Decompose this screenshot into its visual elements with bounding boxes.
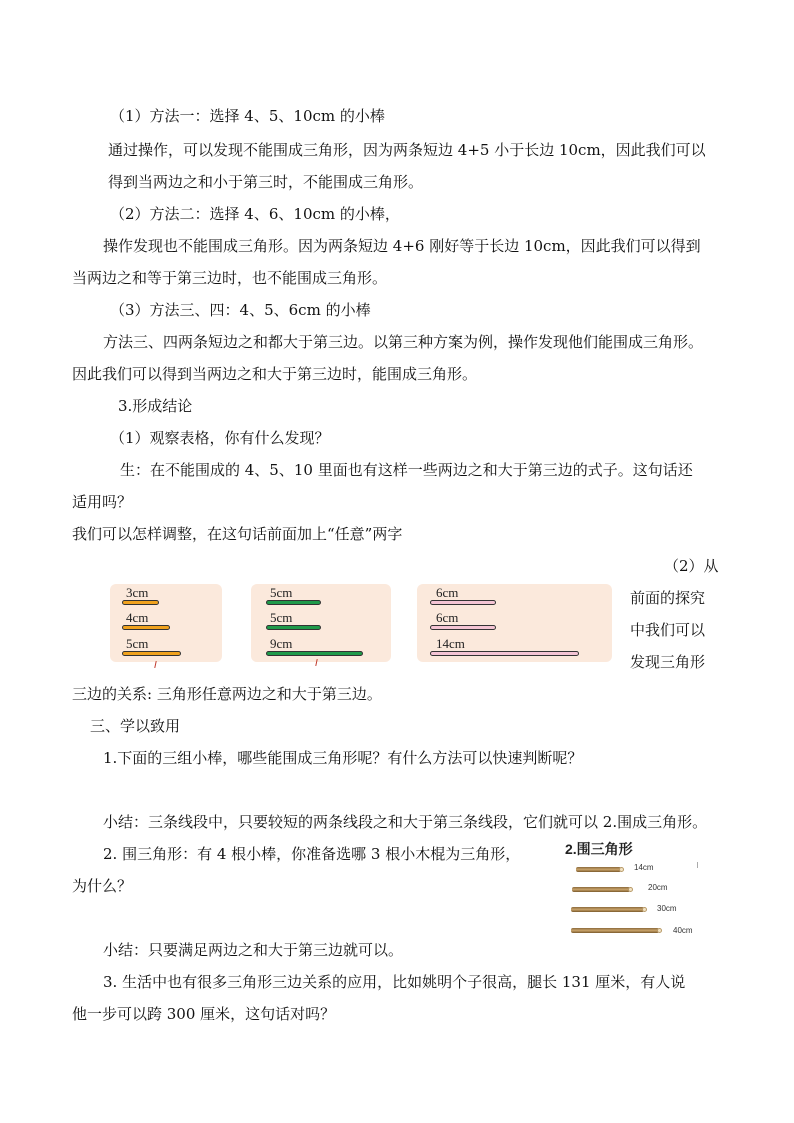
wood-stick bbox=[572, 887, 630, 892]
para-q3: 3. 生活中也有很多三角形三边关系的应用，比如姚明个子很高，腿长 131 厘米，有人说 bbox=[103, 973, 686, 991]
stick-label: 9cm bbox=[270, 636, 293, 651]
stick-tip bbox=[657, 928, 662, 933]
stick-label: 6cm bbox=[436, 610, 459, 625]
heading-conclusion: 3.形成结论 bbox=[118, 397, 193, 415]
para-method-1-obs: 通过操作，可以发现不能围成三角形，因为两条短边 4+5 小于长边 10cm，因此我们可以 bbox=[108, 141, 706, 159]
para-from-2: 前面的探究 bbox=[630, 589, 706, 607]
tick-mark bbox=[154, 661, 156, 668]
stick-label: 6cm bbox=[436, 585, 459, 600]
stick-green bbox=[266, 651, 363, 656]
stick-orange bbox=[122, 600, 159, 605]
stick-pink bbox=[430, 600, 496, 605]
para-student: 生：在不能围成的 4、5、10 里面也有这样一些两边之和大于第三边的式子。这句话还 bbox=[120, 461, 693, 479]
figure2-title: 2.围三角形 bbox=[565, 841, 633, 857]
stick-label: 4cm bbox=[126, 610, 149, 625]
para-method-3-conc: 因此我们可以得到当两边之和大于第三边时，能围成三角形。 bbox=[72, 365, 478, 383]
stick-length-label: 40cm bbox=[673, 926, 693, 935]
para-from-4: 发现三角形 bbox=[630, 653, 706, 671]
para-from: （2）从 bbox=[664, 557, 719, 575]
para-q1: 1.下面的三组小棒，哪些能围成三角形呢？有什么方法可以快速判断呢？ bbox=[103, 749, 583, 767]
para-method-3-obs: 方法三、四两条短边之和都大于第三边。以第三种方案为例，操作发现他们能围成三角形。 bbox=[103, 333, 704, 351]
wood-stick bbox=[571, 928, 659, 933]
para-summary-1: 小结：三条线段中，只要较短的两条线段之和大于第三条线段，它们就可以 2.围成三角形。 bbox=[103, 813, 708, 831]
para-q2-why: 为什么？ bbox=[72, 877, 133, 895]
stick-label: 3cm bbox=[126, 585, 149, 600]
stick-tip bbox=[619, 867, 624, 872]
para-method-3: （3）方法三、四：4、5、6cm 的小棒 bbox=[110, 301, 371, 319]
para-student-cont: 适用吗？ bbox=[72, 493, 133, 511]
para-from-3: 中我们可以 bbox=[630, 621, 706, 639]
para-q3-cont: 他一步可以跨 300 厘米，这句话对吗？ bbox=[72, 1005, 336, 1023]
para-method-1: （1）方法一：选择 4、5、10cm 的小棒 bbox=[110, 107, 385, 125]
wood-stick bbox=[576, 867, 621, 872]
mark bbox=[697, 862, 698, 868]
stick-length-label: 30cm bbox=[657, 904, 677, 913]
stick-pink bbox=[430, 651, 579, 656]
tick-mark bbox=[315, 659, 317, 666]
stick-tip bbox=[628, 887, 633, 892]
stick-orange bbox=[122, 651, 181, 656]
para-method-2: （2）方法二：选择 4、6、10cm 的小棒， bbox=[110, 205, 400, 223]
wood-stick bbox=[571, 907, 644, 912]
stick-label: 14cm bbox=[436, 636, 465, 651]
para-observe: （1）观察表格，你有什么发现？ bbox=[110, 429, 330, 447]
para-relation: 三边的关系: 三角形任意两边之和大于第三边。 bbox=[72, 685, 382, 703]
stick-green bbox=[266, 625, 321, 630]
para-q2: 2. 围三角形：有 4 根小棒，你准备选哪 3 根小木棍为三角形， bbox=[103, 845, 521, 863]
stick-orange bbox=[122, 625, 170, 630]
stick-label: 5cm bbox=[270, 585, 293, 600]
para-adjust: 我们可以怎样调整，在这句话前面加上“任意”两字 bbox=[72, 525, 403, 543]
para-method-2-obs: 操作发现也不能围成三角形。因为两条短边 4+6 刚好等于长边 10cm，因此我们可以得到 bbox=[103, 237, 701, 255]
stick-length-label: 20cm bbox=[648, 883, 668, 892]
stick-label: 5cm bbox=[126, 636, 149, 651]
stick-length-label: 14cm bbox=[634, 863, 654, 872]
heading-apply: 三、学以致用 bbox=[90, 717, 181, 735]
stick-label: 5cm bbox=[270, 610, 293, 625]
stick-green bbox=[266, 600, 321, 605]
para-method-2-conc: 当两边之和等于第三边时，也不能围成三角形。 bbox=[72, 269, 388, 287]
stick-pink bbox=[430, 625, 496, 630]
para-method-1-conc: 得到当两边之和小于第三时，不能围成三角形。 bbox=[108, 173, 424, 191]
para-summary-2: 小结：只要满足两边之和大于第三边就可以。 bbox=[103, 941, 404, 959]
stick-tip bbox=[642, 907, 647, 912]
